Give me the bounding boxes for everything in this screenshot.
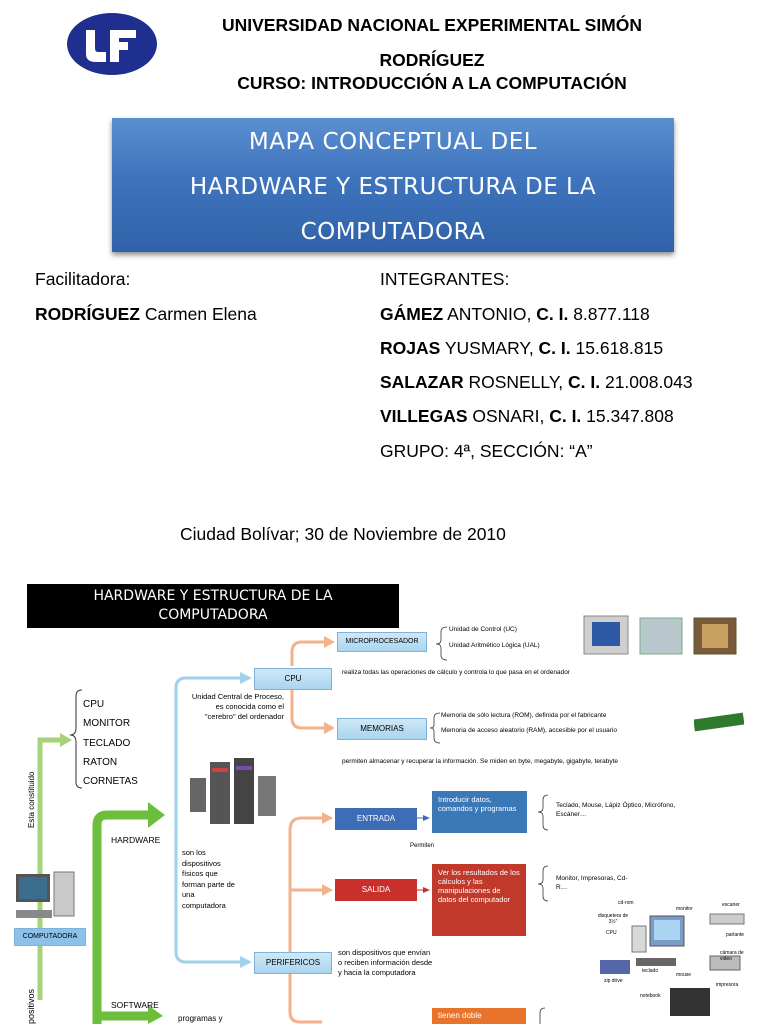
pc-label-parlante: parlante	[726, 932, 745, 938]
pc-label-notebook: notebook	[640, 993, 661, 999]
facilitator-given-name: Carmen Elena	[140, 304, 257, 324]
pc-label-escaner: escaner	[722, 902, 740, 908]
facilitator-name	[35, 303, 257, 325]
hardware-desc: son los dispositivos físicos que forman parte de una computadora	[182, 848, 235, 910]
member-name: ANTONIO,	[443, 304, 537, 324]
group-section: GRUPO: 4ª, SECCIÓN: “A”	[380, 441, 593, 461]
memorias-desc: permiten almacenar y recuperar la información. Se miden en byte, megabyte, gigabyte, terabyte	[342, 758, 619, 765]
tienen-doble-node: tienen doble	[432, 1008, 526, 1024]
member-ci: C. I.	[538, 338, 571, 358]
member-name: OSNARI,	[467, 406, 550, 426]
perifericos-node: PERIFERICOS	[254, 952, 332, 974]
title-banner	[112, 118, 674, 252]
member-number: 15.618.815	[570, 338, 664, 358]
university-logo	[66, 10, 158, 78]
pc-label-impresora: impresora	[716, 982, 739, 988]
member-surname: VILLEGAS	[380, 406, 468, 426]
component-list	[83, 695, 138, 791]
member-1	[380, 303, 650, 325]
microprocessor-chips	[582, 612, 742, 658]
member-number: 8.877.118	[568, 304, 650, 324]
banner-line1: MAPA CONCEPTUAL DEL	[248, 129, 538, 155]
positivos-label: positivos	[26, 988, 36, 1024]
salida-devices: Monitor, Impresoras, Cd-R…	[556, 875, 628, 891]
cpu-node: CPU	[254, 668, 332, 690]
pc-label-monitor: monitor	[676, 906, 693, 912]
member-ci: C. I.	[568, 372, 601, 392]
entrada-desc: Introducir datos, comandos y programas	[432, 791, 527, 833]
software-label: SOFTWARE	[111, 1000, 159, 1010]
diagram-title-line2: COMPUTADORA	[158, 607, 268, 623]
component-item: RATON	[83, 756, 118, 768]
perifericos-desc: son dispositivos que envían o reciben información desde y hacia la computadora	[338, 948, 433, 977]
banner-line2: HARDWARE Y ESTRUCTURA DE LA	[189, 174, 597, 200]
component-item: TECLADO	[83, 737, 131, 749]
member-ci: C. I.	[549, 406, 582, 426]
course-title: CURSO: INTRODUCCIÓN A LA COMPUTACIÓN	[237, 73, 627, 93]
server-rack-icon	[190, 758, 282, 828]
member-4	[380, 405, 674, 427]
esta-constituido-label: Esta constituido	[27, 771, 36, 828]
computer-icon	[14, 868, 80, 926]
memorias-node: MEMORIAS	[337, 718, 427, 740]
entrada-node: ENTRADA	[335, 808, 417, 830]
diagram-title-line1: HARDWARE Y ESTRUCTURA DE LA	[93, 588, 333, 604]
members-label: INTEGRANTES:	[380, 269, 510, 289]
member-surname: ROJAS	[380, 338, 441, 358]
ual-label: Unidad Aritmético Lógica (UAL)	[449, 642, 540, 649]
rom-label: Memoria de sólo lectura (ROM), definida por el fabricante	[441, 712, 607, 719]
pc-label-cpu: CPU	[606, 930, 617, 936]
member-surname: SALAZAR	[380, 372, 464, 392]
member-number: 15.347.808	[581, 406, 674, 426]
member-ci: C. I.	[536, 304, 569, 324]
cpu-desc: Unidad Central de Proceso, es conocida como el "cerebro" del ordenador	[191, 692, 284, 721]
facilitator-surname: RODRÍGUEZ	[35, 304, 140, 324]
pc-label-cdrom: cd-rom	[618, 900, 634, 906]
university-name-line1: UNIVERSIDAD NACIONAL EXPERIMENTAL SIMÓN	[221, 15, 643, 35]
member-3	[380, 371, 693, 393]
uc-label: Unidad de Control (UC)	[449, 626, 517, 633]
banner-line3: COMPUTADORA	[300, 219, 486, 245]
salida-node: SALIDA	[335, 879, 417, 901]
university-name-line2: RODRÍGUEZ	[379, 50, 485, 70]
component-item: CORNETAS	[83, 776, 138, 788]
permiten-label: Permiten	[410, 843, 435, 849]
component-item: CPU	[83, 699, 105, 710]
hardware-label: HARDWARE	[111, 835, 161, 845]
microprocesador-desc: realiza todas las operaciones de cálculo y controla lo que pasa en el ordenador	[342, 669, 571, 676]
member-surname: GÁMEZ	[380, 304, 444, 324]
pc-label-disquetera: disquetera de 3½"	[597, 913, 629, 925]
computadora-node: COMPUTADORA	[14, 928, 86, 946]
place-date: Ciudad Bolívar; 30 de Noviembre de 2010	[180, 524, 506, 544]
pc-label-zip-drive: zip drive	[604, 978, 623, 984]
software-desc: programas y	[178, 1014, 223, 1023]
component-item: MONITOR	[83, 718, 131, 730]
pc-label-teclado: teclado	[642, 968, 659, 974]
facilitator-label: Facilitadora:	[35, 269, 131, 289]
microprocesador-node: MICROPROCESADOR	[337, 632, 427, 652]
salida-desc: Ver los resultados de los cálculos y las manipulaciones de datos del computador	[432, 864, 526, 936]
member-number: 21.008.043	[600, 372, 693, 392]
ram-label: Memoria de acceso aleatorio (RAM), accesible por el usuario	[441, 727, 617, 734]
member-name: YUSMARY,	[440, 338, 539, 358]
pc-label-mouse: mouse	[676, 972, 692, 978]
pc-label-camara: cámara de video	[720, 950, 744, 962]
member-2	[380, 337, 663, 359]
entrada-devices: Teclado, Mouse, Lápiz Óptico, Micrófono, Escáner…	[556, 802, 676, 818]
member-name: ROSNELLY,	[463, 372, 569, 392]
ram-module-icon	[694, 712, 744, 734]
